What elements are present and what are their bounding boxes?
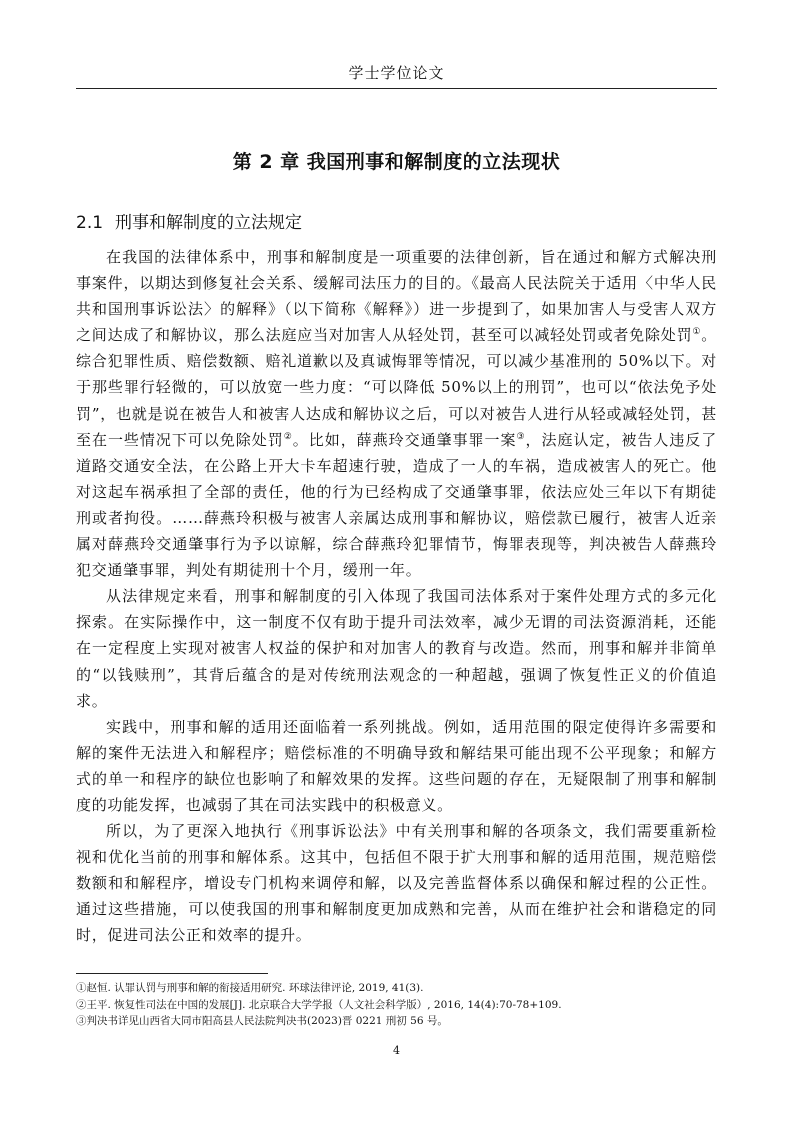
body-text xyxy=(76,244,717,949)
paragraph-1-part-2: 。综合犯罪性质、赔偿数额、赔礼道歉以及真诚悔罪等情况，可以减少基准刑的 50%以下。对于那些罪行轻微的，可以放宽一些力度：“可以降低 50%以上的刑罚”，也可以“依法免予处罚”，也就是说在被告人和被害人达成和解协议之后，可以对被告人进行从轻或减轻处罚，甚至在一些情况下可以免除处罚 xyxy=(76,326,717,449)
footnote-1: ①赵恒. 认罪认罚与刑事和解的衔接适用研究. 环球法律评论, 2019, 41(3). xyxy=(76,982,424,994)
paragraph-2: 从法律规定来看，刑事和解制度的引入体现了我国司法体系对于案件处理方式的多元化探索。在实际操作中，这一制度不仅有助于提升司法效率，减少无谓的司法资源消耗，还能在一定程度上实现对被害人权益的保护和对加害人的教育与改造。然而，刑事和解并非简单的“以钱赎刑”，其背后蕴含的是对传统刑法观念的一种超越，强调了恢复性正义的价值追求。 xyxy=(76,587,717,710)
paragraph-1 xyxy=(76,244,717,583)
footnote-ref-2: ② xyxy=(283,431,293,442)
paragraph-1-part-3: 。比如，薛燕玲交通肇事罪一案 xyxy=(292,430,517,449)
paragraph-1-part-1: 在我国的法律体系中，刑事和解制度是一项重要的法律创新，旨在通过和解方式解决刑事案件，以期达到修复社会关系、缓解司法压力的目的。《最高人民法院关于适用〈中华人民共和国刑事诉讼法〉的解释》（以下简称《解释》）进一步提到了，如果加害人与受害人双方之间达成了和解协议，那么法庭应当对加害人从轻处罚，甚至可以减轻处罚或者免除处罚 xyxy=(76,248,717,345)
running-header: 学士学位论文 xyxy=(348,64,445,82)
section-number: 2.1 xyxy=(76,213,104,233)
paragraph-3: 实践中，刑事和解的适用还面临着一系列挑战。例如，适用范围的限定使得许多需要和解的案件无法进入和解程序；赔偿标准的不明确导致和解结果可能出现不公平现象；和解方式的单一和程序的缺位也影响了和解效果的发挥。这些问题的存在，无疑限制了刑事和解制度的功能发挥，也减弱了其在司法实践中的积极意义。 xyxy=(76,717,717,814)
footnote-2: ②王平. 恢复性司法在中国的发展[J]. 北京联合大学学报（人文社会科学版）, 2016, 14(4):70-78+109. xyxy=(76,998,562,1011)
page-number: 4 xyxy=(393,1044,400,1057)
header-rule xyxy=(76,88,717,89)
paragraph-4: 所以，为了更深入地执行《刑事诉讼法》中有关刑事和解的各项条文，我们需要重新检视和优化当前的刑事和解体系。这其中，包括但不限于扩大刑事和解的适用范围，规范赔偿数额和和解程序，增设专门机构来调停和解，以及完善监督体系以确保和解过程的公正性。通过这些措施，可以使我国的刑事和解制度更加成熟和完善，从而在维护社会和谐稳定的同时，促进司法公正和效率的提升。 xyxy=(76,822,717,945)
footnote-ref-3: ③ xyxy=(516,431,526,442)
section-title: 刑事和解制度的立法规定 xyxy=(115,213,303,233)
paragraph-1-part-4: ，法庭认定，被告人违反了道路交通安全法，在公路上开大卡车超速行驶，造成了一人的车祸，造成被害人的死亡。他对这起车祸承担了全部的责任，他的行为已经构成了交通肇事罪，依法应处三年以下有期徒刑或者拘役。……薛燕玲积极与被害人亲属达成刑事和解协议，赔偿款已履行，被害人近亲属对薛燕玲交通肇事行为予以谅解，综合薛燕玲犯罪情节，悔罪表现等，判决被告人薛燕玲犯交通肇事罪，判处有期徒刑十个月，缓刑一年。 xyxy=(76,430,717,580)
footnote-3: ③判决书详见山西省大同市阳高县人民法院判决书(2023)晋 0221 刑初 56 号。 xyxy=(76,1015,448,1027)
footnotes xyxy=(76,980,717,1030)
section-heading xyxy=(76,208,302,233)
footnote-rule xyxy=(76,973,268,974)
footnote-ref-1: ① xyxy=(692,327,702,338)
chapter-title: 第 2 章 我国刑事和解制度的立法现状 xyxy=(232,151,561,173)
